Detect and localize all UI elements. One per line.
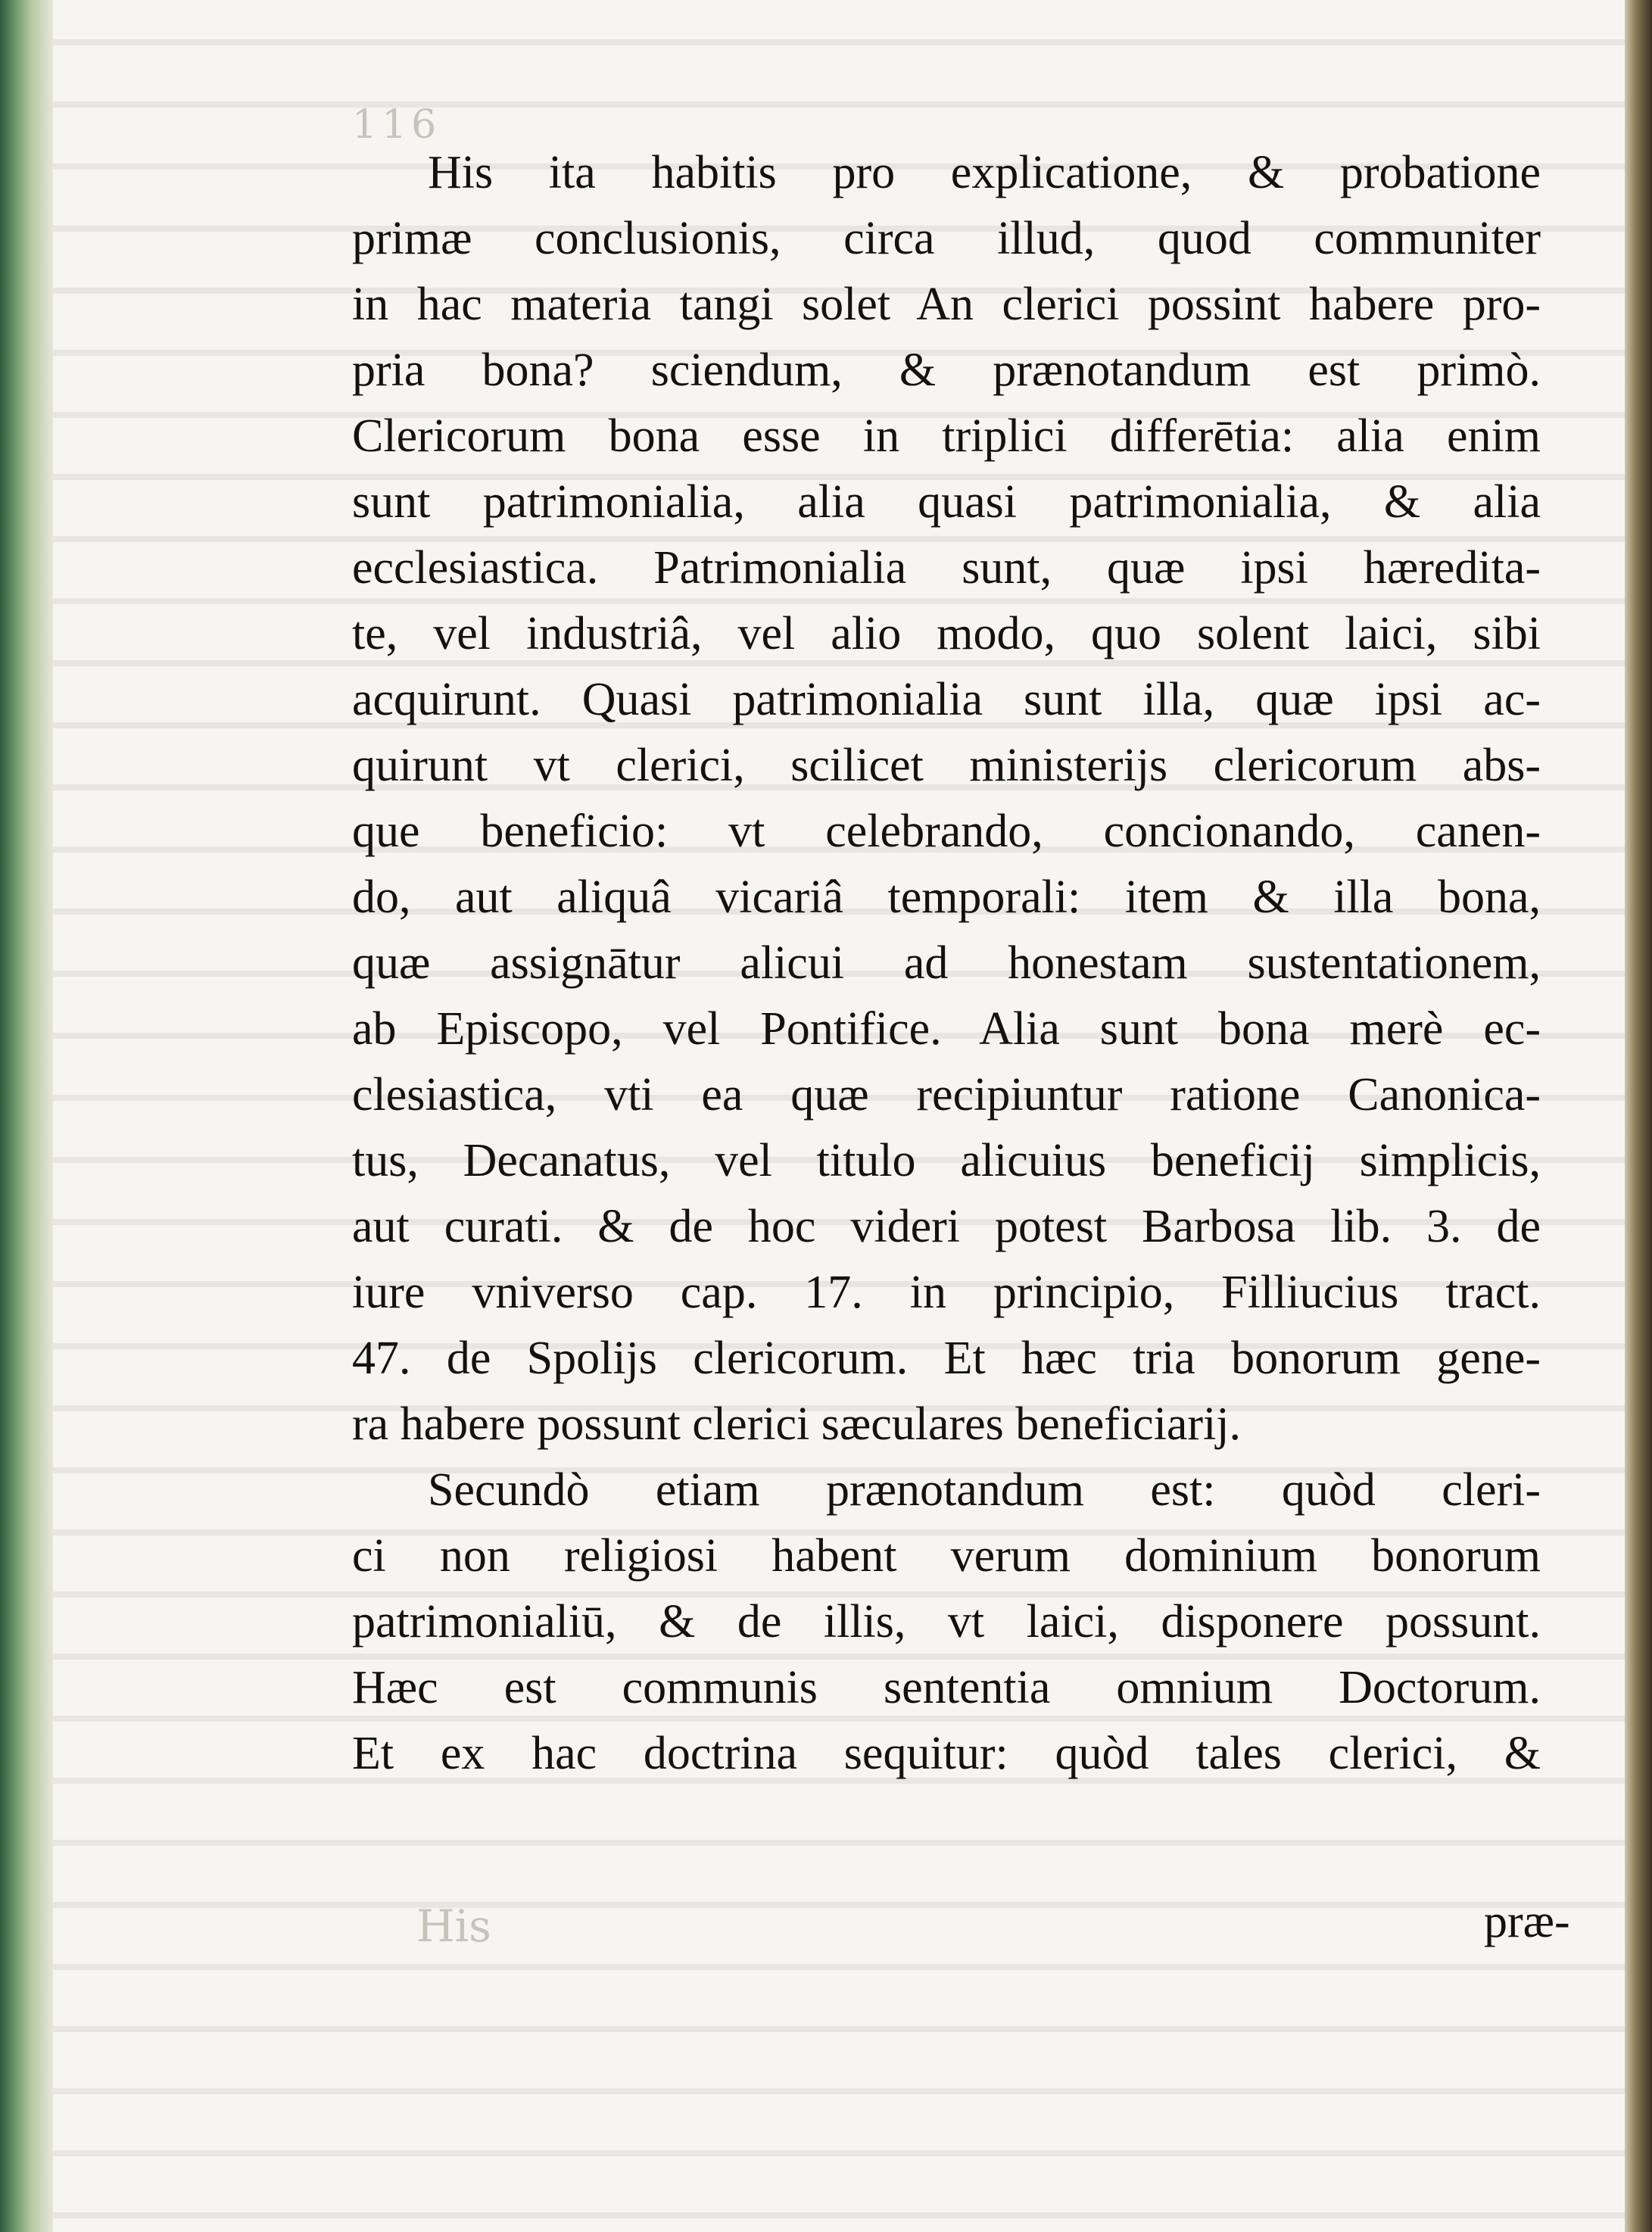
text-line: ab Episcopo, vel Pontifice. Alia sunt bona merè ec- [352,1003,1541,1055]
text-line: Hæc est communis sententia omnium Doctorum. [352,1662,1541,1713]
text-line: quirunt vt clerici, scilicet ministerijs clericorum abs- [352,740,1541,791]
faint-page-number-mark: 116 [352,102,441,148]
text-line: Et ex hac doctrina sequitur: quòd tales clerici, & [352,1728,1541,1779]
text-line: que beneficio: vt celebrando, concionando, canen- [352,806,1541,857]
text-line: pria bona? sciendum, & prænotandum est primò. [352,344,1541,396]
text-line: do, aut aliquâ vicariâ temporali: item & illa bona, [352,871,1541,923]
text-line: tus, Decanatus, vel titulo alicuius beneficij simplicis, [352,1135,1541,1186]
text-line: in hac materia tangi solet An clerici possint habere pro- [352,279,1541,330]
body-text [352,140,1541,1787]
text-line: His ita habitis pro explicatione, & probatione [428,147,1541,198]
text-line: sunt patrimonialia, alia quasi patrimonialia, & alia [352,476,1541,528]
text-line: clesiastica, vti ea quæ recipiuntur ratione Canonica- [352,1069,1541,1121]
catchword: præ- [1484,1896,1570,1947]
text-line: primæ conclusionis, circa illud, quod communiter [352,213,1541,264]
text-line: ecclesiastica. Patrimonialia sunt, quæ ipsi hæredita- [352,542,1541,594]
text-line: iure vniverso cap. 17. in principio, Filliucius tract. [352,1267,1541,1318]
text-line: ra habere possunt clerici sæculares beneficiarij. [352,1398,1242,1450]
book-binding-edge [0,0,53,2232]
text-line: aut curati. & de hoc videri potest Barbosa lib. 3. de [352,1201,1541,1252]
text-line: patrimonialiū, & de illis, vt laici, disponere possunt. [352,1596,1541,1648]
text-line: Clericorum bona esse in triplici differētia: alia enim [352,410,1541,462]
text-line: acquirunt. Quasi patrimonialia sunt illa, quæ ipsi ac- [352,674,1541,725]
text-line: 47. de Spolijs clericorum. Et hæc tria bonorum gene- [352,1333,1541,1384]
text-line: ci non religiosi habent verum dominium bonorum [352,1530,1541,1582]
page-fore-edge [1625,0,1652,2232]
text-line: te, vel industriâ, vel alio modo, quo solent laici, sibi [352,608,1541,659]
faint-show-through-word: His [416,1900,491,1952]
text-line: Secundò etiam prænotandum est: quòd cleri- [428,1464,1541,1516]
text-line: quæ assignātur alicui ad honestam sustentationem, [352,937,1541,989]
paper-page [53,0,1625,2232]
